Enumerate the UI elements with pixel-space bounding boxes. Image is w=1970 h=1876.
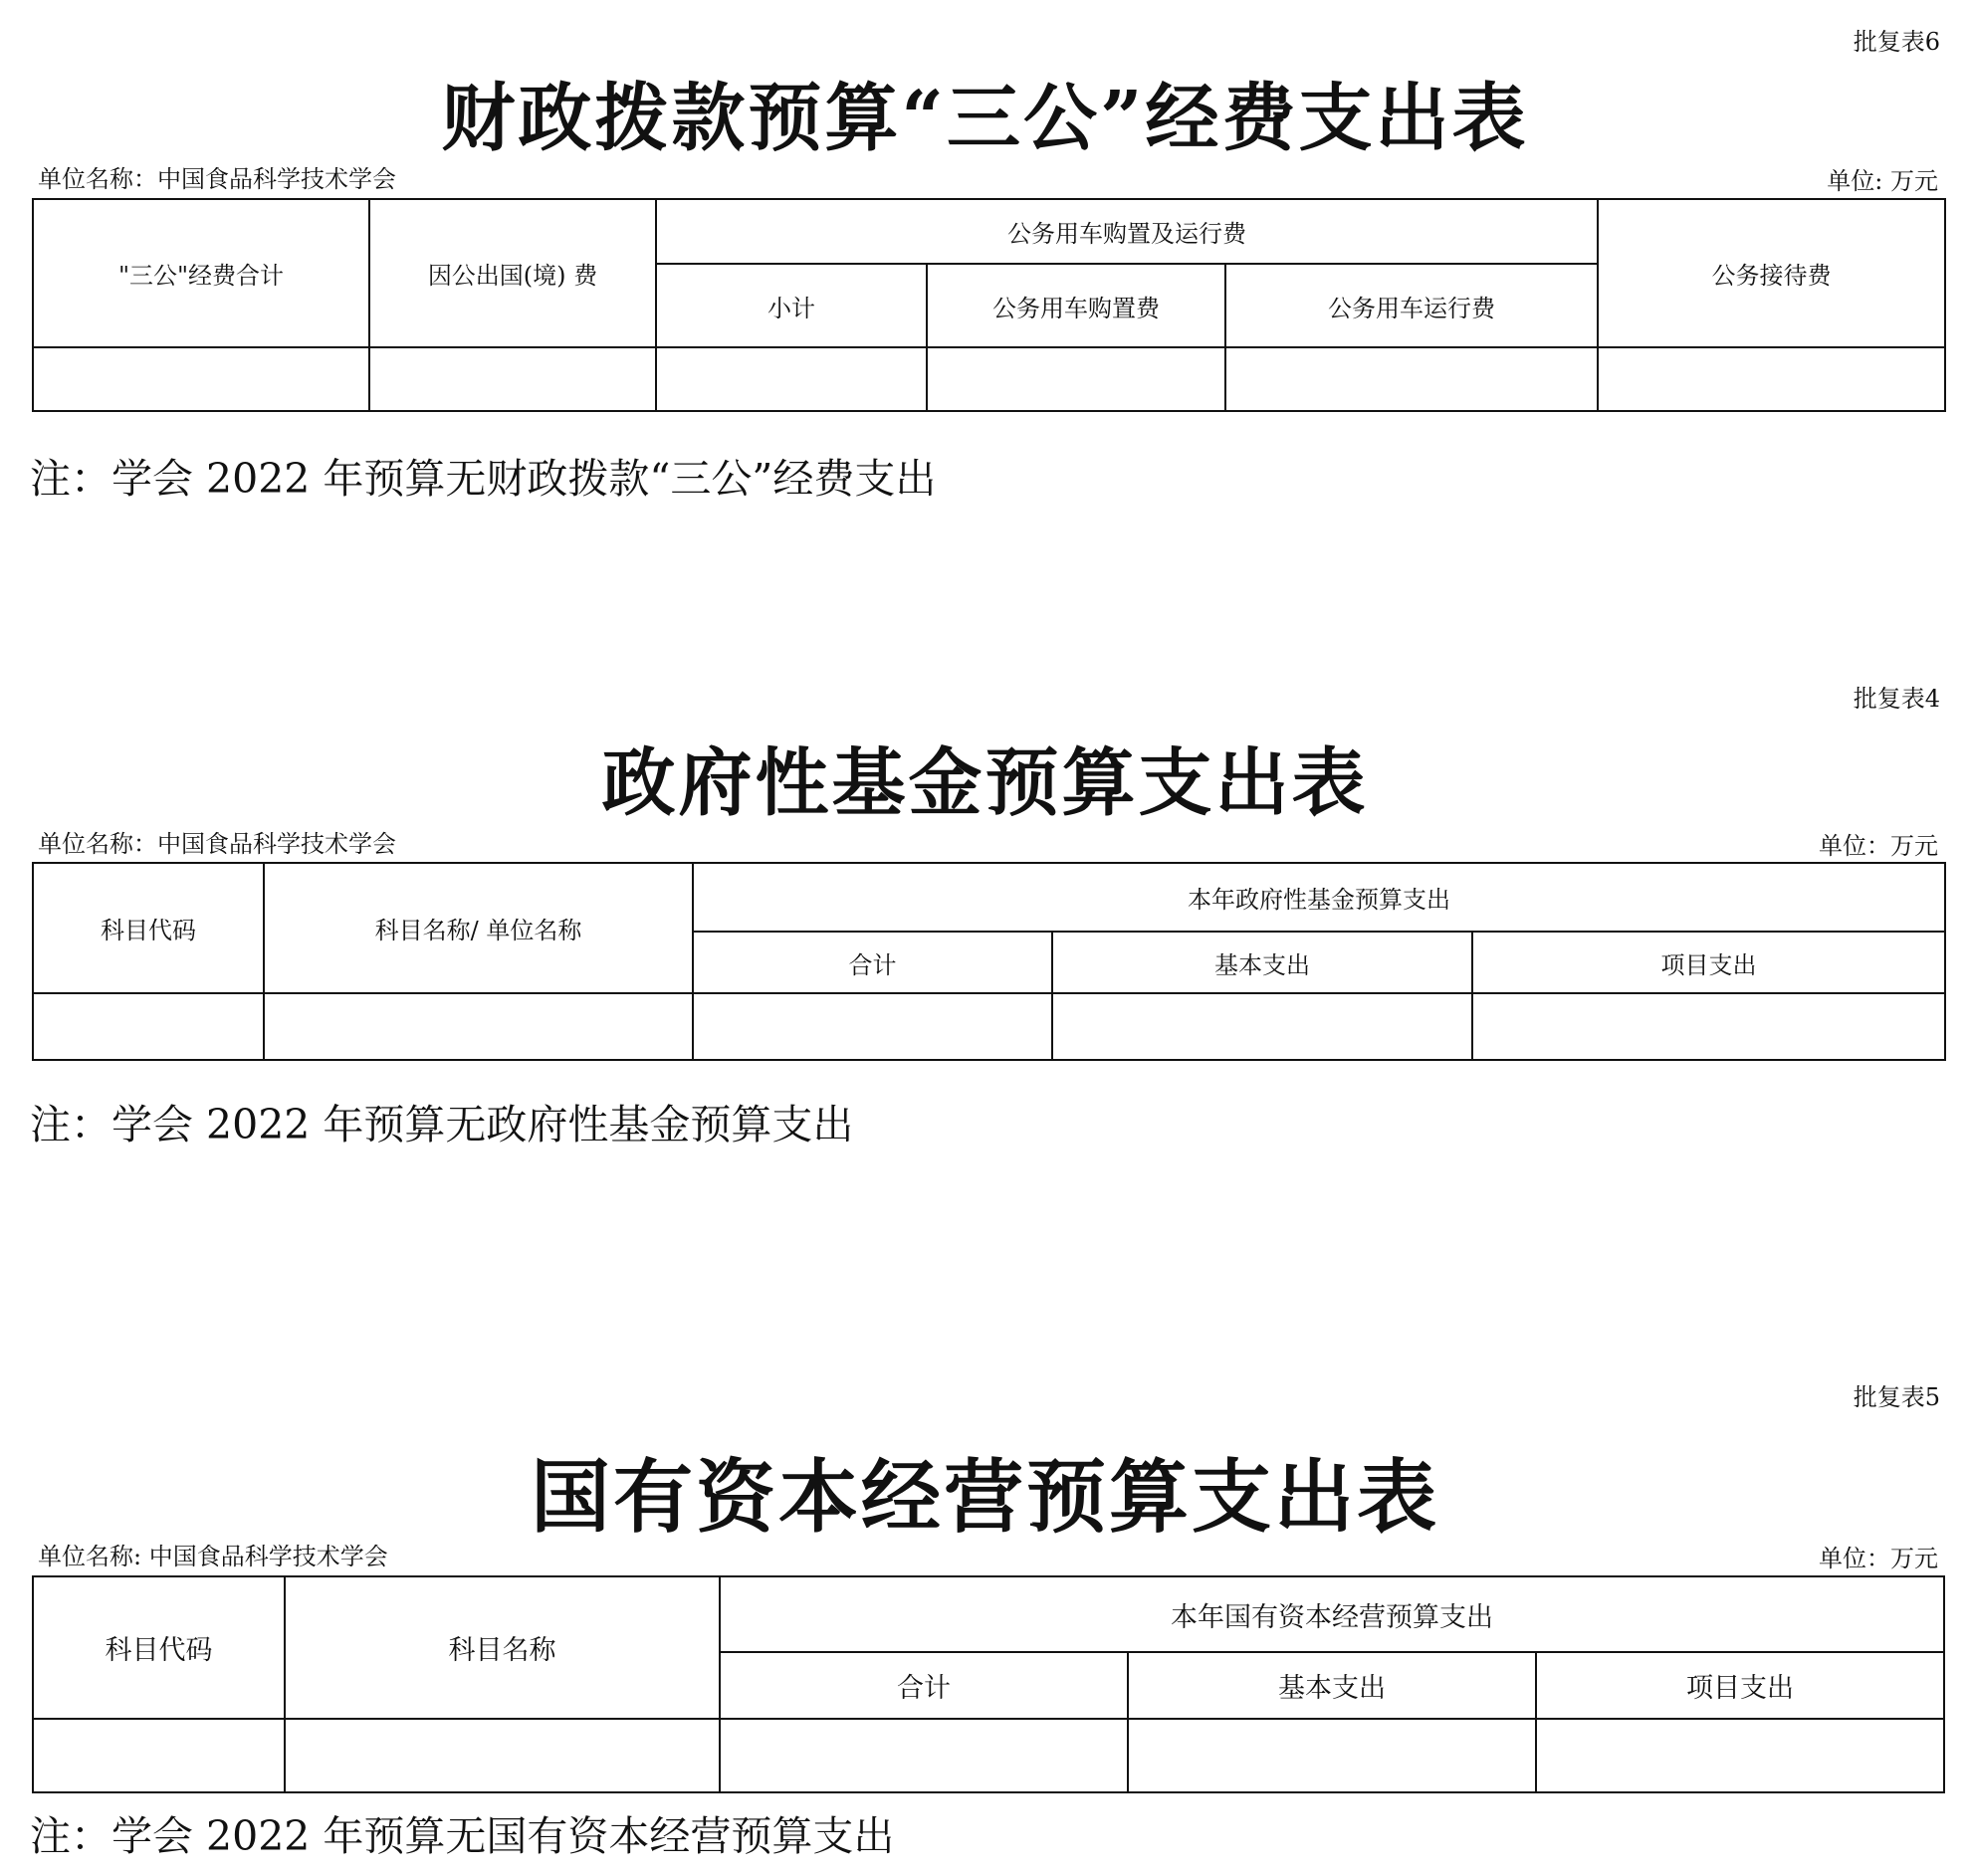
government-fund-table [32, 862, 1946, 1061]
header-subject-name: 科目名称 [285, 1576, 720, 1719]
header-vehicle-operation: 公务用车运行费 [1225, 264, 1598, 347]
form-code: 批复表6 [1853, 28, 1940, 56]
unit-measure: 单位: 万元 [1827, 167, 1938, 195]
header-basic-expense: 基本支出 [1052, 932, 1472, 993]
header-total: 合计 [720, 1652, 1128, 1719]
unit-measure: 单位：万元 [1819, 1545, 1938, 1572]
table-cell [927, 347, 1225, 411]
note: 注：学会 2022 年预算无财政拨款“三公”经费支出 [30, 455, 937, 503]
page-title: 国有资本经营预算支出表 [531, 1450, 1439, 1544]
header-vehicle-purchase: 公务用车购置费 [927, 264, 1225, 347]
unit-name: 单位名称：中国食品科学技术学会 [38, 165, 396, 193]
table-cell [1472, 993, 1945, 1060]
header-project-expense: 项目支出 [1472, 932, 1945, 993]
header-subject-code: 科目代码 [33, 1576, 285, 1719]
table-cell [1052, 993, 1472, 1060]
header-three-public-total: "三公"经费合计 [33, 199, 369, 347]
table-cell [33, 347, 369, 411]
header-subject-code: 科目代码 [33, 863, 264, 993]
table-cell [369, 347, 656, 411]
table-cell [1225, 347, 1598, 411]
unit-name: 单位名称: 中国食品科学技术学会 [38, 1543, 388, 1570]
table-cell [1128, 1719, 1536, 1792]
table-cell [1536, 1719, 1944, 1792]
table-row [33, 993, 1945, 1060]
note: 注：学会 2022 年预算无国有资本经营预算支出 [30, 1812, 895, 1860]
header-project-expense: 项目支出 [1536, 1652, 1944, 1719]
table-cell [33, 1719, 285, 1792]
header-capital-group: 本年国有资本经营预算支出 [720, 1576, 1944, 1652]
table-cell [285, 1719, 720, 1792]
form-code: 批复表4 [1853, 685, 1940, 713]
header-subject-name: 科目名称/ 单位名称 [264, 863, 693, 993]
header-fund-group: 本年政府性基金预算支出 [693, 863, 1945, 932]
unit-measure: 单位：万元 [1819, 832, 1938, 860]
header-total: 合计 [693, 932, 1052, 993]
table-cell [720, 1719, 1128, 1792]
table-cell [33, 993, 264, 1060]
note: 注：学会 2022 年预算无政府性基金预算支出 [30, 1101, 854, 1148]
unit-name: 单位名称：中国食品科学技术学会 [38, 830, 396, 858]
state-capital-table [32, 1575, 1945, 1793]
header-vehicle-subtotal: 小计 [656, 264, 927, 347]
header-abroad-expense: 因公出国(境) 费 [369, 199, 656, 347]
header-basic-expense: 基本支出 [1128, 1652, 1536, 1719]
table-row [33, 1719, 1944, 1792]
three-public-expense-table [32, 198, 1946, 412]
table-cell [656, 347, 927, 411]
table-row [33, 347, 1945, 411]
header-vehicle-group: 公务用车购置及运行费 [656, 199, 1598, 264]
form-code: 批复表5 [1853, 1383, 1940, 1411]
table-cell [264, 993, 693, 1060]
table-cell [693, 993, 1052, 1060]
header-reception-expense: 公务接待费 [1598, 199, 1945, 347]
page-title: 财政拨款预算“三公”经费支出表 [441, 76, 1529, 161]
table-cell [1598, 347, 1945, 411]
page-title: 政府性基金预算支出表 [601, 740, 1369, 826]
